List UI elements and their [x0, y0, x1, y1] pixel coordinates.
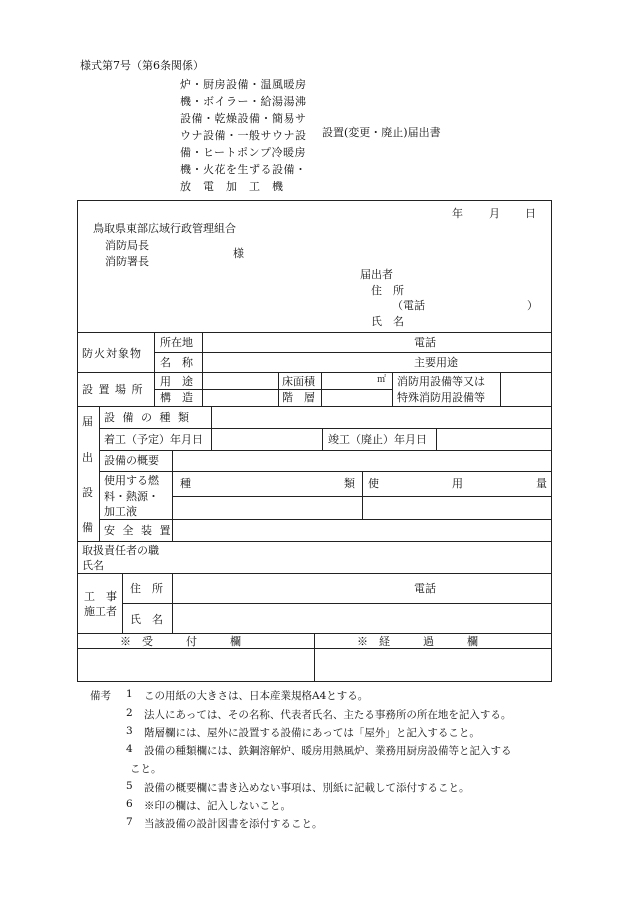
remark-text: 法人にあっては、その名称、代表者氏名、主たる事務所の所在地を記入する。: [144, 709, 512, 721]
title-line: 設備・乾燥設備・簡易サ: [180, 112, 307, 125]
title-suffix: 設置(変更・廃止)届出書: [322, 126, 441, 139]
remark-text: ※印の欄は、記入しないこと。: [144, 800, 291, 812]
contractor-label-line1: 工 事: [84, 590, 117, 603]
end-date-label: 竣工（廃止）年月日: [328, 433, 427, 446]
fuel-label-line3: 加工液: [104, 505, 137, 518]
receipt-column-label: ※ 受 付 欄: [120, 635, 241, 648]
remark-number: 6: [126, 798, 133, 810]
start-date-label: 着工（予定）年月日: [104, 433, 203, 446]
remark-number: 3: [126, 725, 133, 737]
manager-label-line2: 氏名: [82, 559, 104, 572]
remarks-label: 備考: [90, 690, 111, 702]
title-line: 備・ヒートポンプ冷暖房: [180, 146, 307, 159]
remark-text: 設備の種類欄には、鉄鋼溶解炉、暖房用熱風炉、業務用厨房設備等と記入する: [144, 745, 512, 757]
fire-equipment-label-line2: 特殊消防用設備等: [397, 391, 485, 404]
fire-chief-label: 消防局長: [105, 239, 149, 252]
floor-level-label: 階 層: [282, 391, 315, 404]
remark-number: 2: [126, 707, 133, 719]
fuel-usage-label: 使: [368, 477, 379, 490]
day-label: 日: [525, 207, 536, 220]
remark-text-continued: こと。: [130, 763, 162, 775]
manager-label-line1: 取扱責任者の職: [82, 544, 159, 557]
remark-text: 設備の概要欄に書き込めない事項は、別紙に記載して添付すること。: [144, 782, 470, 794]
location-label: 所在地: [160, 336, 193, 349]
side-label-char: 設: [82, 486, 93, 499]
remark-number: 7: [126, 816, 133, 828]
remark-text: 階層欄には、屋外に設置する設備にあっては「屋外」と記入すること。: [144, 727, 480, 739]
applicant-name-label: 氏 名: [371, 315, 404, 328]
remark-number: 4: [126, 743, 133, 755]
floor-area-label: 床面積: [282, 375, 315, 388]
applicant-label: 届出者: [360, 268, 393, 281]
fuel-label-line2: 料・熱源・: [104, 490, 159, 503]
remark-text: 当該設備の設計図書を添付すること。: [144, 818, 323, 830]
year-label: 年: [452, 207, 463, 220]
contractor-label-line2: 施工者: [84, 605, 117, 618]
fuel-usage-label-mid: 用: [452, 477, 463, 490]
organization-name: 鳥取県東部広域行政管理組合: [93, 222, 236, 235]
main-use-label: 主要用途: [414, 356, 458, 369]
install-place-label: 設 置 場 所: [82, 383, 144, 396]
install-use-label: 用 途: [160, 375, 193, 388]
title-line: 炉・厨房設備・温風暖房: [180, 78, 307, 91]
contractor-address-label: 住 所: [130, 582, 163, 595]
side-label-char: 出: [82, 451, 93, 464]
form-number: 様式第7号（第6条関係）: [80, 59, 204, 72]
remark-number: 1: [126, 688, 133, 700]
applicant-phone-close: ）: [527, 299, 538, 312]
title-line: 機・火花を生ずる設備・: [180, 163, 307, 176]
fire-equipment-label-line1: 消防用設備等又は: [397, 375, 485, 388]
safety-device-label: 安 全 装 置: [104, 524, 173, 537]
progress-column-label: ※ 経 過 欄: [357, 635, 478, 648]
target-name-label: 名 称: [160, 356, 193, 369]
equipment-outline-label: 設備の概要: [104, 454, 159, 467]
equipment-type-label: 設 備 の 種 類: [104, 411, 191, 424]
title-line: 放 電 加 工 機: [180, 180, 284, 193]
honorific-sama: 様: [233, 247, 244, 260]
fuel-kind-label: 種: [180, 477, 191, 490]
location-phone-label: 電話: [414, 336, 436, 349]
fuel-usage-label-end: 量: [536, 477, 547, 490]
station-chief-label: 消防署長: [105, 255, 149, 268]
structure-label: 構 造: [160, 391, 193, 404]
remark-text: この用紙の大きさは、日本産業規格A4とする。: [144, 690, 369, 702]
fuel-kind-label-end: 類: [344, 477, 355, 490]
side-label-char: 届: [82, 415, 93, 428]
remark-number: 5: [126, 780, 133, 792]
applicant-phone-label: （電話: [392, 299, 425, 312]
fire-target-label: 防火対象物: [82, 347, 142, 360]
contractor-phone-label: 電話: [414, 582, 436, 595]
title-line: 機・ボイラー・給湯湯沸: [180, 95, 307, 108]
square-meter-unit: ㎡: [377, 375, 387, 385]
fuel-label-line1: 使用する燃: [104, 474, 159, 487]
month-label: 月: [489, 207, 500, 220]
title-line: ウナ設備・一般サウナ設: [180, 129, 307, 142]
side-label-char: 備: [82, 521, 93, 534]
applicant-address-label: 住 所: [371, 284, 404, 297]
contractor-name-label: 氏 名: [130, 613, 163, 626]
